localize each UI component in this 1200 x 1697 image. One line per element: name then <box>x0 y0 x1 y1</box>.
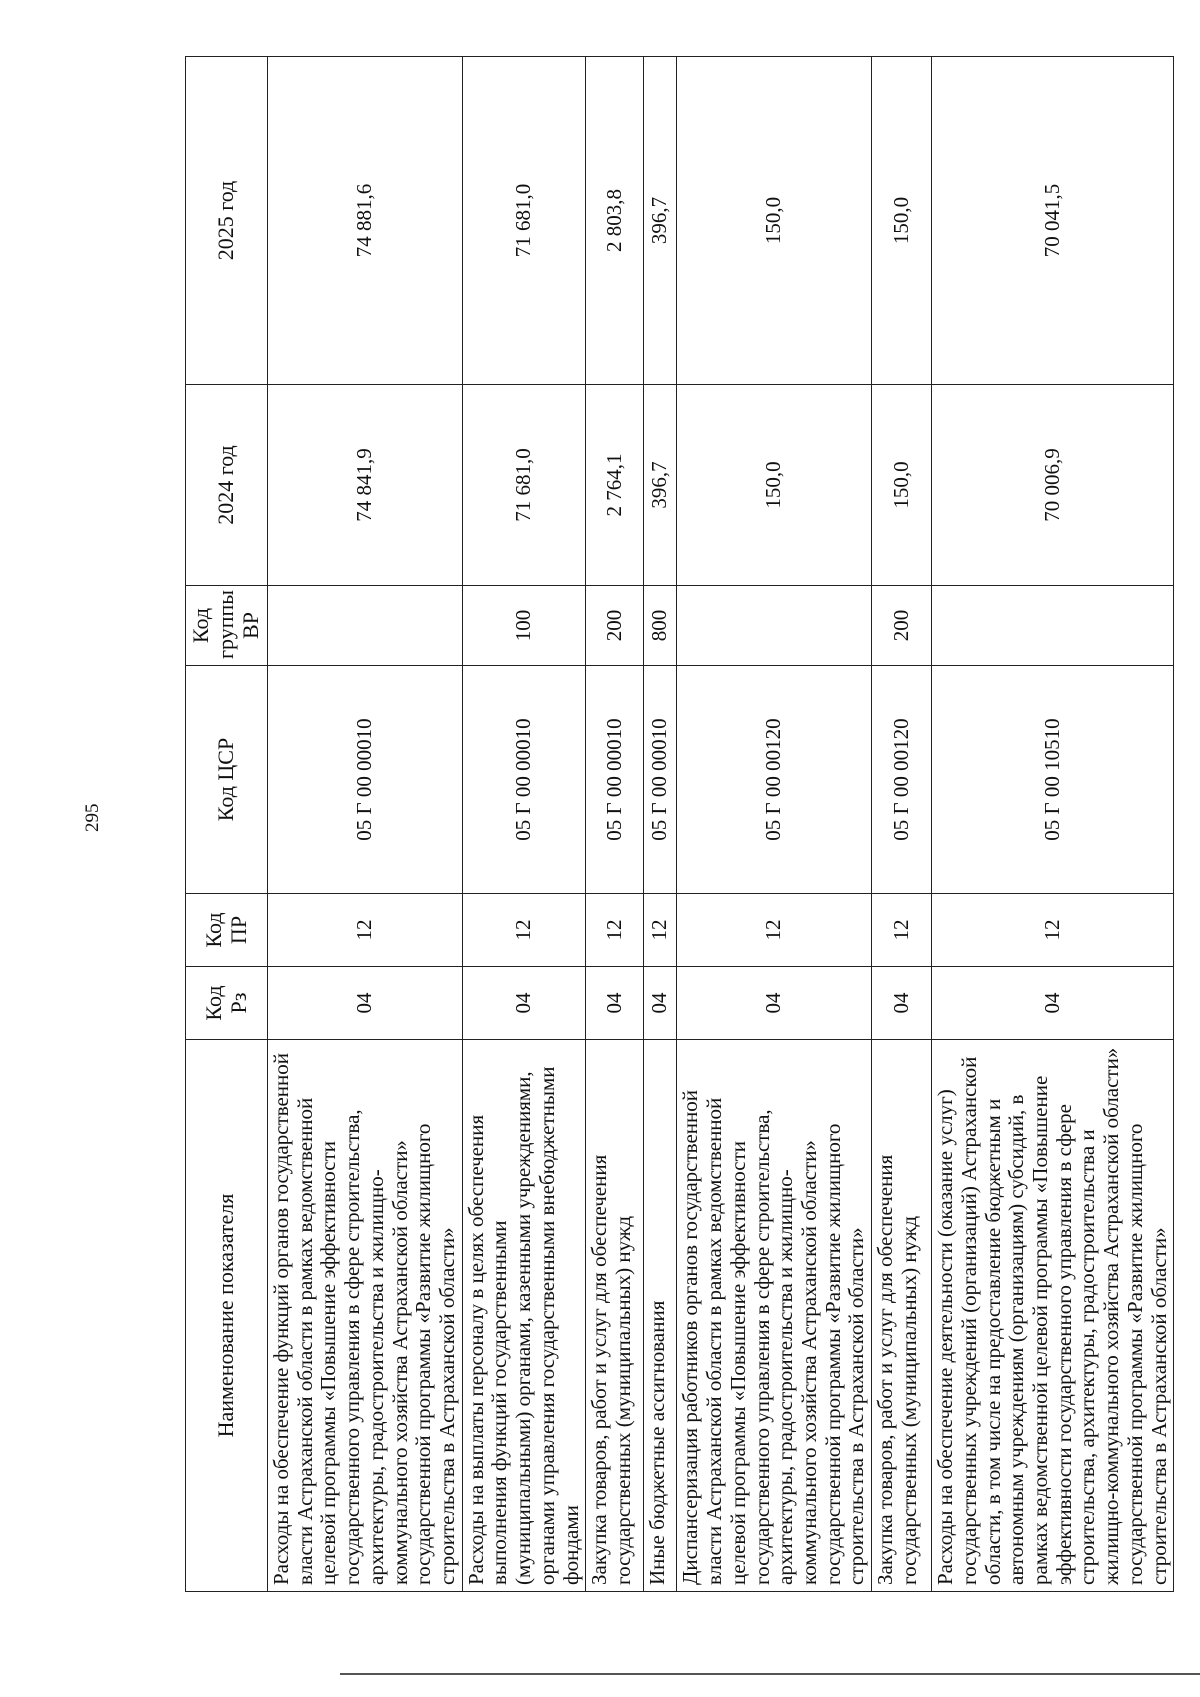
row-2024: 2 764,1 <box>586 385 644 586</box>
row-name: Закупка товаров, работ и услуг для обеспечения государственных (муниципальных) нужд <box>586 1040 644 1592</box>
row-csr: 05 Г 00 00120 <box>677 666 872 894</box>
row-2025: 150,0 <box>677 57 872 385</box>
row-rz: 04 <box>586 967 644 1040</box>
row-2024: 71 681,0 <box>462 385 586 586</box>
row-csr: 05 Г 00 00120 <box>872 666 932 894</box>
header-vr: Код группы ВР <box>186 586 268 666</box>
row-2025: 74 881,6 <box>268 57 463 385</box>
row-rz: 04 <box>677 967 872 1040</box>
header-2025: 2025 год <box>186 57 268 385</box>
row-2024: 396,7 <box>644 385 677 586</box>
row-csr: 05 Г 00 00010 <box>462 666 586 894</box>
row-vr: 800 <box>644 586 677 666</box>
row-rz: 04 <box>932 967 1174 1040</box>
table-row <box>268 57 463 1592</box>
row-vr <box>268 586 463 666</box>
header-2024: 2024 год <box>186 385 268 586</box>
row-2024: 150,0 <box>872 385 932 586</box>
row-name: Диспансеризация работников органов государственной власти Астраханской области в рамках ведомственной целевой программы «Повышение эффективности государственного управления в сфере строительства, архитектуры, градостроительства и жилищно-коммунального хозяйства Астраханской области» государственной программы «Развитие жилищного строительства в Астраханской области» <box>677 1040 872 1592</box>
table-row <box>462 57 586 1592</box>
header-pr: Код ПР <box>186 894 268 967</box>
header-name: Наименование показателя <box>186 1040 268 1592</box>
header-rz: Код Рз <box>186 967 268 1040</box>
row-name: Закупка товаров, работ и услуг для обеспечения государственных (муниципальных) нужд <box>872 1040 932 1592</box>
row-name: Расходы на обеспечение деятельности (оказание услуг) государственных учреждений (организаций) Астраханской области, в том числе на предоставление бюджетным и автономным учреждениям (организациям) субсидий, в рамках ведомственной целевой программы «Повышение эффективности государственного управления в сфере строительства, архитектуры, градостроительства и жилищно-коммунального хозяйства Астраханской области» государственной программы «Развитие жилищного строительства в Астраханской области» <box>932 1040 1174 1592</box>
row-name: Расходы на обеспечение функций органов государственной власти Астраханской области в рамках ведомственной целевой программы «Повышение эффективности государственного управления в сфере строительства, архитектуры, градостроительства и жилищно-коммунального хозяйства Астраханской области» государственной программы «Развитие жилищного строительства в Астраханской области» <box>268 1040 463 1592</box>
row-2024: 150,0 <box>677 385 872 586</box>
header-csr: Код ЦСР <box>186 666 268 894</box>
row-vr: 100 <box>462 586 586 666</box>
row-2024: 70 006,9 <box>932 385 1174 586</box>
row-2025: 396,7 <box>644 57 677 385</box>
table-row <box>586 57 644 1592</box>
rotated-table-container <box>185 57 1171 1592</box>
row-vr <box>677 586 872 666</box>
row-pr: 12 <box>586 894 644 967</box>
row-2025: 150,0 <box>872 57 932 385</box>
row-pr: 12 <box>872 894 932 967</box>
row-csr: 05 Г 00 00010 <box>268 666 463 894</box>
row-csr: 05 Г 00 00010 <box>586 666 644 894</box>
page-number: 295 <box>82 803 103 832</box>
row-name: Иные бюджетные ассигнования <box>644 1040 677 1592</box>
row-pr: 12 <box>268 894 463 967</box>
table-row <box>677 57 872 1592</box>
table-row <box>872 57 932 1592</box>
row-2025: 71 681,0 <box>462 57 586 385</box>
row-rz: 04 <box>268 967 463 1040</box>
header-row <box>186 57 268 1592</box>
row-pr: 12 <box>644 894 677 967</box>
row-name: Расходы на выплаты персоналу в целях обеспечения выполнения функций государственными (муниципальными) органами, казенными учреждениями, органами управления государственными внебюджетными фондами <box>462 1040 586 1592</box>
row-vr: 200 <box>872 586 932 666</box>
row-pr: 12 <box>932 894 1174 967</box>
row-csr: 05 Г 00 00010 <box>644 666 677 894</box>
row-2025: 70 041,5 <box>932 57 1174 385</box>
table-row <box>932 57 1174 1592</box>
row-2024: 74 841,9 <box>268 385 463 586</box>
row-vr <box>932 586 1174 666</box>
row-pr: 12 <box>677 894 872 967</box>
row-csr: 05 Г 00 10510 <box>932 666 1174 894</box>
budget-table <box>185 56 1174 1592</box>
table-row <box>644 57 677 1592</box>
bottom-rule <box>340 1673 1200 1675</box>
row-rz: 04 <box>872 967 932 1040</box>
row-pr: 12 <box>462 894 586 967</box>
row-vr: 200 <box>586 586 644 666</box>
row-2025: 2 803,8 <box>586 57 644 385</box>
row-rz: 04 <box>462 967 586 1040</box>
row-rz: 04 <box>644 967 677 1040</box>
